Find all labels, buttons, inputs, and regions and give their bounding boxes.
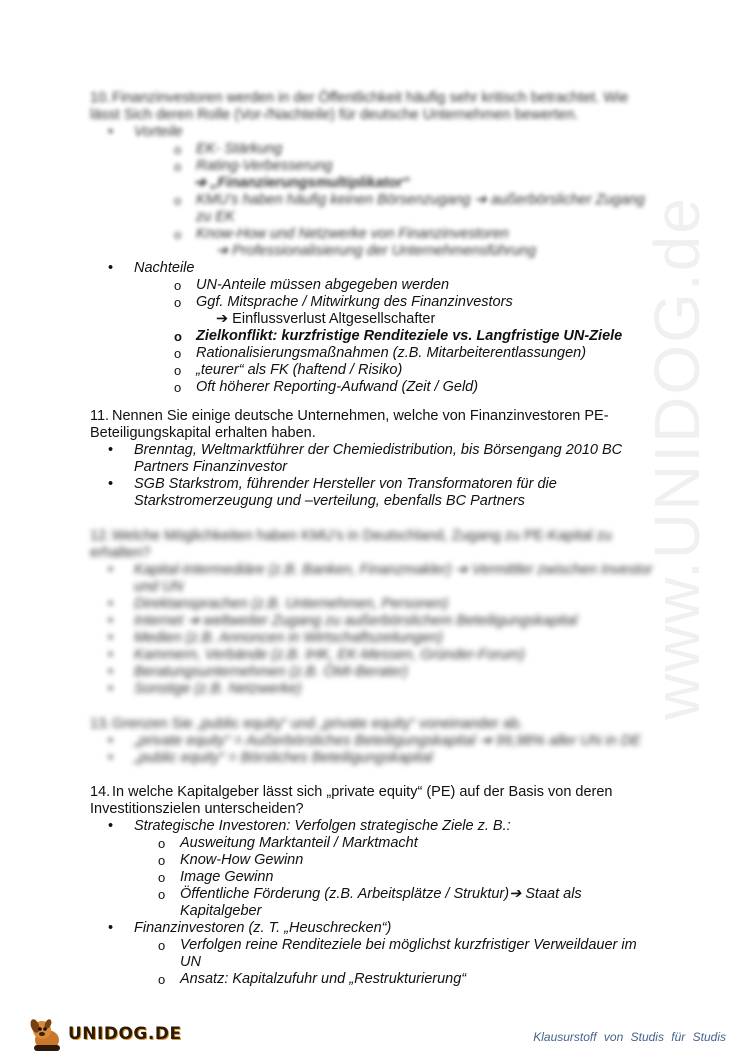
con-item: o UN-Anteile müssen abgegeben werden	[174, 277, 660, 294]
pro-item: o Rating-Verbesserung	[174, 158, 660, 175]
question-10	[90, 90, 660, 260]
investor-goal: o Ausweitung Marktanteil / Marktmacht	[158, 835, 660, 852]
cons-label: • Nachteile	[108, 260, 660, 277]
question-13	[90, 716, 660, 767]
question-text: Welche Möglichkeiten haben KMU’s in Deutschland, Zugang zu PE-Kapital zu erhalten?	[90, 528, 612, 561]
question-text: Nennen Sie einige deutsche Unternehmen, welche von Finanzinvestoren PE-Beteiligungskapital erhalten haben.	[90, 408, 609, 441]
pro-item: ➔ „Finanzierungsmultiplikator“	[194, 175, 410, 191]
access-item: • Kapital-Intermediäre (z.B. Banken, Finanzmakler) ➔ Vermittler zwischen Investor und UN	[108, 562, 660, 596]
question-text: Grenzen Sie „public equity“ und „private equity“ voneinander ab.	[112, 716, 524, 732]
investor-goal: o Öffentliche Förderung (z.B. Arbeitsplätze / Struktur)➔ Staat als Kapitalgeber	[158, 886, 660, 920]
question-text: In welche Kapitalgeber lässt sich „private equity“ (PE) auf der Basis von deren Investitionszielen unterscheiden?	[90, 784, 613, 817]
investor-type: • Finanzinvestoren (z. T. „Heuschrecken“) o Verfolgen reine Renditeziele bei möglichst kurzfristiger Verweildauer im UN o Ansatz: Kapitalzufuhr und „Restrukturierung“	[108, 920, 660, 988]
access-item: • Internet ➔ weltweiter Zugang zu außerbörslichem Beteiligungskapital	[108, 613, 660, 630]
pro-item: o EK- Stärkung	[174, 141, 660, 158]
pros-label: • Vorteile	[108, 124, 660, 141]
logo-text: UNIDOG.DE	[68, 1024, 182, 1044]
con-item: o Rationalisierungsmaßnahmen (z.B. Mitarbeiterentlassungen)	[174, 345, 660, 362]
access-item: • Medien (z.B. Annoncen in Wirtschaftszeitungen)	[108, 630, 660, 647]
company-item: • Brenntag, Weltmarktführer der Chemiedistribution, bis Börsengang 2010 BC Partners Finanzinvestor	[108, 442, 660, 476]
investor-type: • Strategische Investoren: Verfolgen strategische Ziele z. B.: o Ausweitung Marktanteil / Marktmacht o Know-How Gewinn o Image Gewinn o Öffentliche Förderung (z.B. Arbeitsplätze / Struktur)➔ Staat als Kapitalgeber	[108, 818, 660, 920]
question-10-cons	[90, 260, 660, 396]
con-item: o „teurer“ als FK (haftend / Risiko)	[174, 362, 660, 379]
question-12	[90, 528, 660, 698]
investor-goal: o Image Gewinn	[158, 869, 660, 886]
con-item: o Oft höherer Reporting-Aufwand (Zeit / Geld)	[174, 379, 660, 396]
question-11	[90, 408, 660, 510]
question-number: 12.	[90, 528, 111, 544]
question-number: 14.	[90, 784, 111, 800]
question-text: Finanzinvestoren werden in der Öffentlichkeit häufig sehr kritisch betrachtet. Wie lässt Sich deren Rolle (Vor-/Nachteile) für deutsche Unternehmen bewerten.	[90, 90, 629, 123]
equity-item: • „private equity“ = Außerbörsliches Beteiligungskapital ➔ 99,98% aller UN in DE	[108, 733, 660, 750]
question-number: 10.	[90, 90, 111, 106]
con-subitem: ➔ Einflussverlust Altgesellschafter	[216, 311, 436, 327]
access-item: • Beratungsunternehmen (z.B. ÖMI-Berater)	[108, 664, 660, 681]
pro-item: o KMU’s haben häufig keinen Börsenzugang ➔ außerbörslicher Zugang zu EK	[174, 192, 660, 226]
investor-goal: o Verfolgen reine Renditeziele bei möglichst kurzfristiger Verweildauer im UN	[158, 937, 660, 971]
access-item: • Sonstige (z.B. Netzwerke)	[108, 681, 660, 698]
unidog-logo	[26, 1014, 182, 1054]
footer-text: Klausurstoff von Studis für Studis	[533, 1030, 726, 1044]
pro-item: ➔ Professionalisierung der Unternehmensführung	[216, 243, 537, 259]
dog-icon	[26, 1014, 66, 1054]
access-item: • Direktansprachen (z.B. Unternehmen, Personen)	[108, 596, 660, 613]
investor-goal: o Know-How Gewinn	[158, 852, 660, 869]
equity-item: • „public equity“ = Börsliches Beteiligungskapital	[108, 750, 660, 767]
question-number: 13.	[90, 716, 111, 732]
con-item: o Ggf. Mitsprache / Mitwirkung des Finanzinvestors ➔ Einflussverlust Altgesellschafter	[174, 294, 660, 328]
investor-goal: o Ansatz: Kapitalzufuhr und „Restrukturierung“	[158, 971, 660, 988]
company-item: • SGB Starkstrom, führender Hersteller von Transformatoren für die Starkstromerzeugung und –verteilung, ebenfalls BC Partners	[108, 476, 660, 510]
pro-item: o Know-How und Netzwerke von Finanzinvestoren	[174, 226, 660, 243]
con-item: o Zielkonflikt: kurzfristige Renditeziele vs. Langfristige UN-Ziele	[174, 328, 660, 345]
watermark: www.UNIDOG.de	[641, 196, 713, 720]
access-item: • Kammern, Verbände (z.B. IHK, EK-Messen, Gründer-Forum)	[108, 647, 660, 664]
question-number: 11.	[90, 408, 110, 424]
question-14	[90, 784, 660, 988]
